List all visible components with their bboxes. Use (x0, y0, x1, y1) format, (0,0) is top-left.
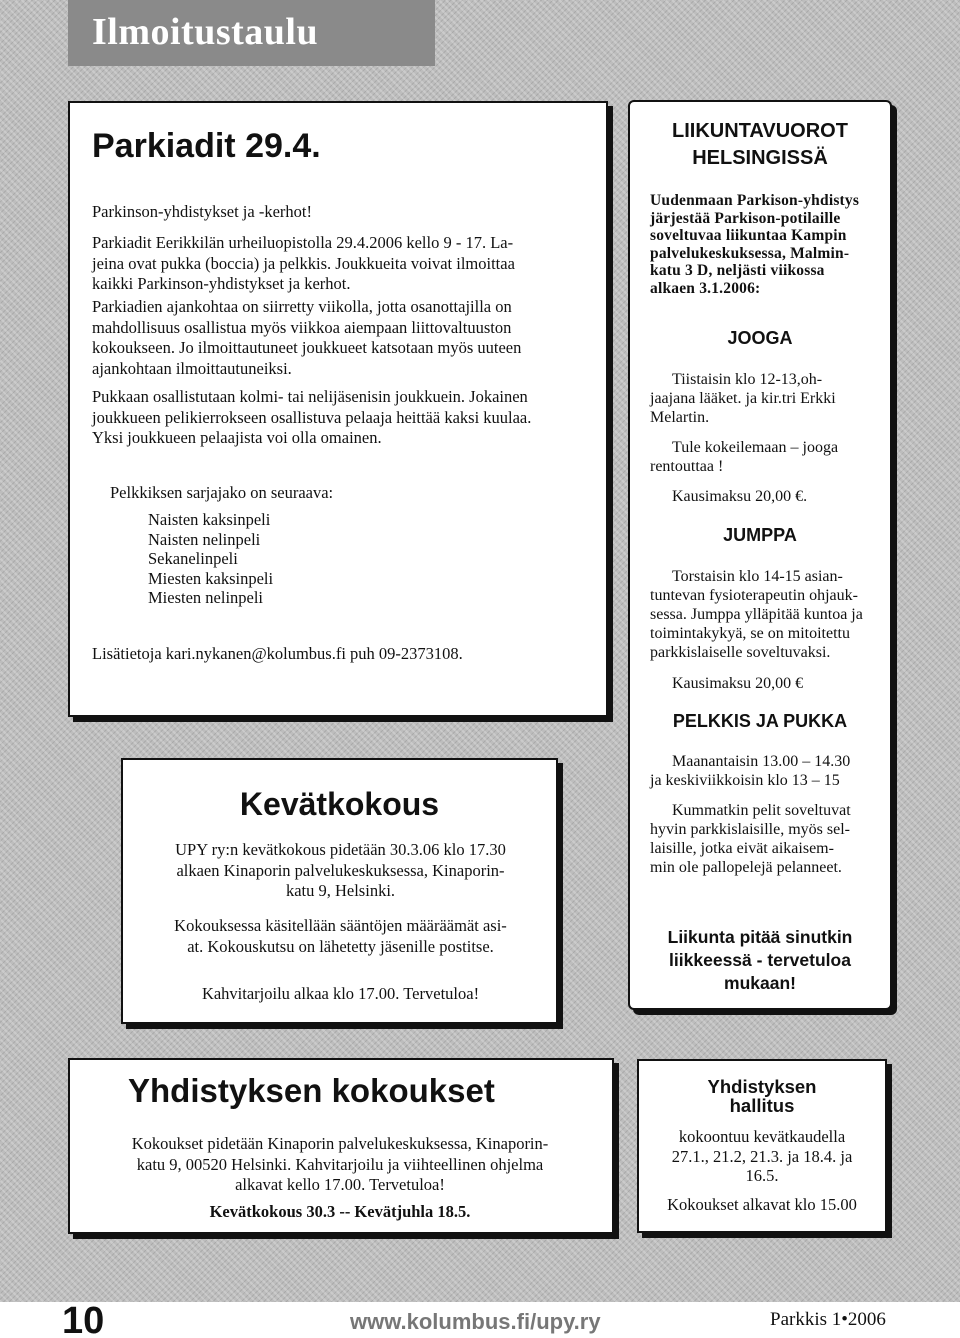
parkiadit-paragraph-2 (92, 297, 592, 379)
text-line: alkaen Kinaporin palvelukeskuksessa, Kinaporin- (176, 860, 505, 880)
text-line: Maanantaisin 13.00 – 14.30 (672, 753, 851, 770)
kevatkokous-paragraph-2 (133, 916, 548, 957)
text-line: rentouttaa ! (650, 458, 724, 475)
jooga-invite (650, 438, 876, 476)
text-line: liikkeessä - tervetuloa (669, 950, 851, 970)
text-line: Yhdistyksen (707, 1076, 817, 1097)
text-line: kaikki Parkinson-yhdistykset ja kerhot. (92, 274, 351, 293)
text-line: LIIKUNTAVUOROT (672, 120, 848, 142)
text-line: Kokoukset pidetään Kinaporin palvelukeskuksessa, Kinaporin- (131, 1134, 549, 1153)
text-line: Liikunta pitää sinutkin (667, 927, 853, 947)
hallitus-text (645, 1127, 879, 1186)
text-line: 27.1., 21.2, 21.3. ja 18.4. ja (671, 1146, 853, 1166)
text-line: Parkiadit Eerikkilän urheiluopistolla 29.4.2006 kello 9 - 17. La- (92, 233, 514, 252)
text-line: katu 9, Helsinki. (285, 881, 396, 900)
text-line: Pukkaan osallistutaan kolmi- tai nelijäsenisin joukkuein. Jokainen (92, 387, 528, 406)
list-item: Miesten kaksinpeli (148, 568, 274, 588)
parkiadit-intro: Parkinson-yhdistykset ja -kerhot! (92, 202, 312, 221)
text-line: katu 3 D, neljästi viikossa (650, 262, 825, 279)
text-line: alkaen 3.1.2006: (650, 279, 761, 297)
liikunta-closing (630, 926, 890, 995)
text-line: toimintakykyä, se on mitoitettu (650, 625, 850, 642)
text-line: Yksi joukkueen pelaajista voi olla omainen. (92, 428, 382, 447)
page-section-title: Ilmoitustaulu (92, 11, 319, 53)
text-line: kokoukseen. Jo ilmoittautuneet joukkueet katsotaan myös uuteen (92, 338, 522, 357)
series-intro: Pelkkiksen sarjajako on seuraava: (110, 483, 334, 502)
jumppa-text (650, 567, 876, 662)
kevatkokous-closing: Kahvitarjoilu alkaa klo 17.00. Tervetuloa! (201, 984, 480, 1003)
text-line: 16.5. (745, 1166, 779, 1185)
jumppa-heading: JUMPPA (723, 525, 797, 545)
text-line: at. Kokouskutsu on lähetetty jäsenille postitse. (187, 936, 494, 956)
jooga-heading: JOOGA (727, 328, 793, 348)
parkiadit-paragraph-1 (92, 233, 592, 295)
issue-label: Parkkis 1•2006 (770, 1309, 886, 1330)
text-line: mukaan! (724, 973, 796, 993)
text-line: jaajana lääket. ja kir.tri Erkki (650, 390, 836, 407)
text-line: HELSINGISSÄ (692, 147, 828, 169)
text-line: Parkiadien ajankohtaa on siirretty viikolla, jotta osanottajilla on (92, 297, 512, 316)
text-line: UPY ry:n kevätkokous pidetään 30.3.06 klo 17.30 (175, 840, 506, 859)
list-item: Sekanelinpeli (148, 549, 238, 568)
parkiadit-title: Parkiadit 29.4. (92, 127, 321, 165)
liikunta-title (630, 118, 890, 172)
kevatkokous-title: Kevätkokous (239, 786, 440, 822)
kokoukset-text (80, 1134, 600, 1196)
text-line: mahdollisuus osallistua myös viikkoa aiempaan liittovaltuuston (92, 317, 512, 337)
jooga-fee: Kausimaksu 20,00 €. (672, 488, 808, 505)
text-line: sessa. Jumppa ylläpitää kuntoa ja (650, 606, 863, 623)
text-line: joukkueen pelikierrokseen osallistuva pelaaja heittää kaksi kuulaa. (92, 407, 532, 427)
contact-info: Lisätietoja kari.nykanen@kolumbus.fi puh 09-2373108. (92, 644, 463, 663)
text-line: min ole pallopelejä pelanneet. (650, 859, 842, 876)
jumppa-fee: Kausimaksu 20,00 € (672, 675, 804, 692)
kevatkokous-notice (121, 758, 558, 1024)
parkiadit-notice (68, 101, 608, 717)
text-line: hyvin parkkislaisille, myös sel- (650, 821, 850, 838)
text-line: palvelukeskuksessa, Malmin- (650, 244, 850, 262)
text-line: laisille, jotka eivät aikaisem- (650, 840, 834, 857)
text-line: tuntevan fysioterapeutin ohjauk- (650, 587, 858, 604)
list-item: Miesten nelinpeli (148, 588, 264, 607)
hallitus-notice (637, 1059, 887, 1233)
hallitus-title (639, 1077, 885, 1115)
list-item: Naisten nelinpeli (148, 529, 261, 549)
text-line: alkavat kello 17.00. Tervetuloa! (235, 1175, 445, 1194)
page-number: 10 (62, 1300, 105, 1338)
series-list (148, 510, 648, 608)
text-line: Kummatkin pelit soveltuvat (672, 802, 851, 819)
text-line: jeina ovat pukka (boccia) ja pelkkis. Joukkueita voivat ilmoittaa (92, 253, 515, 273)
liikunta-intro (650, 192, 876, 297)
text-line: soveltuvaa liikuntaa Kampin (650, 227, 847, 244)
list-item: Naisten kaksinpeli (148, 510, 271, 529)
kokoukset-dates: Kevätkokous 30.3 -- Kevätjuhla 18.5. (209, 1202, 471, 1221)
text-line: Tiistaisin klo 12-13,oh- (672, 371, 823, 388)
text-line: Melartin. (650, 409, 710, 426)
text-line: järjestää Parkison-potilaille (650, 209, 841, 227)
text-line: kokoontuu kevätkaudella (678, 1127, 846, 1146)
hallitus-start-time: Kokoukset alkavat klo 15.00 (667, 1195, 857, 1214)
text-line: katu 9, 00520 Helsinki. Kahvitarjoilu ja viihteellinen ohjelma (136, 1154, 544, 1174)
kokoukset-title: Yhdistyksen kokoukset (128, 1072, 495, 1109)
text-line: hallitus (729, 1095, 795, 1116)
text-line: ja keskiviikkoisin klo 13 – 15 (650, 772, 840, 789)
pelkkis-heading: PELKKIS JA PUKKA (672, 711, 848, 731)
pelkkis-text (650, 801, 876, 877)
kokoukset-notice (68, 1058, 614, 1234)
text-line: Kokouksessa käsitellään sääntöjen määräämät asi- (174, 916, 507, 935)
text-line: ajankohtaan ilmoittautuneiksi. (92, 358, 292, 378)
text-line: parkkislaiselle soveltuvaksi. (650, 644, 831, 661)
kevatkokous-paragraph-1 (133, 840, 548, 902)
text-line: Torstaisin klo 14-15 asian- (672, 568, 843, 585)
parkiadit-paragraph-3 (92, 387, 592, 449)
text-line: Tule kokeilemaan – jooga (672, 439, 839, 456)
pelkkis-schedule (650, 752, 876, 790)
text-line: Uudenmaan Parkison-yhdistys (650, 192, 860, 209)
liikuntavuorot-notice (628, 100, 892, 1010)
jooga-text (650, 370, 876, 427)
footer-url: www.kolumbus.fi/upy.ry (350, 1309, 601, 1334)
